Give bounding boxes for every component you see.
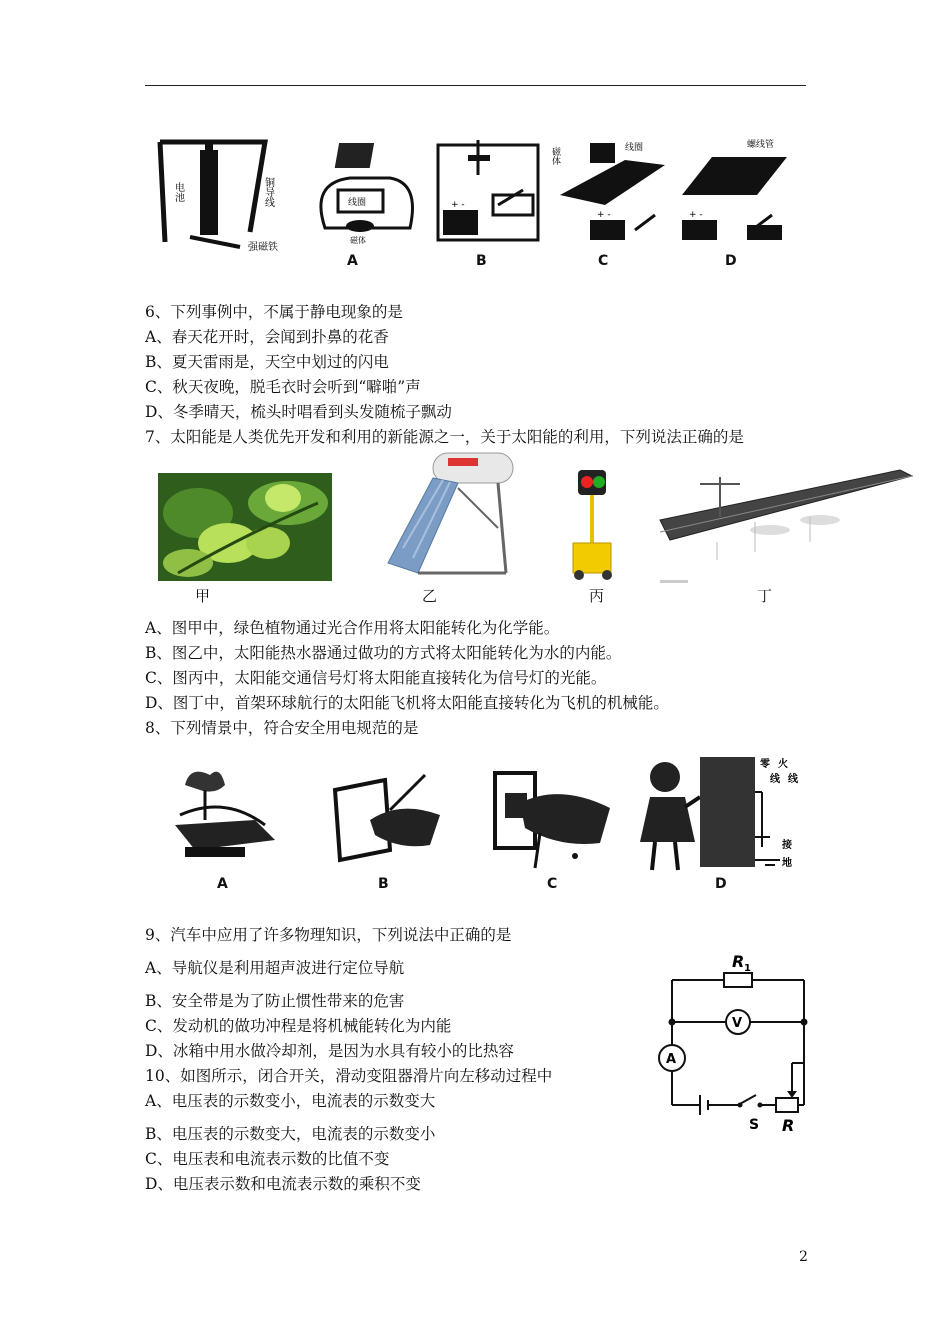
- fig5-caption-b: B: [476, 253, 487, 269]
- q8-stem: 8、下列情景中，符合安全用电规范的是: [145, 719, 419, 737]
- q6-stem: 6、下列事例中，不属于静电现象的是: [145, 303, 403, 321]
- solar-water-heater-photo: [378, 448, 518, 580]
- q6-option-a: A、春天花开时，会闻到扑鼻的花香: [145, 328, 389, 346]
- q7-caption-jia: 甲: [195, 587, 211, 605]
- fig5-main-apparatus: [150, 132, 290, 257]
- q7-option-c: C、图丙中，太阳能交通信号灯将太阳能直接转化为信号灯的光能。: [145, 669, 607, 687]
- q8-caption-d: D: [715, 876, 727, 892]
- solenoid-label: 螺线管: [747, 140, 775, 150]
- q9-option-a: A、导航仪是利用超声波进行定位导航: [145, 959, 405, 977]
- q8-caption-a: A: [217, 876, 228, 892]
- page-number: 2: [799, 1249, 808, 1265]
- fig5-option-a: [310, 138, 425, 248]
- fig5-caption-d: D: [725, 253, 737, 269]
- coil-label: 线圈: [348, 198, 367, 208]
- q6-option-d: D、冬季晴天，梳头时唱看到头发随梳子飘动: [145, 403, 452, 421]
- fig5-caption-c: C: [598, 253, 609, 269]
- q10-option-c: C、电压表和电流表示数的比值不变: [145, 1150, 390, 1168]
- q6-option-b: B、夏天雷雨是，天空中划过的闪电: [145, 353, 389, 371]
- leaves-photo: [158, 473, 332, 581]
- q7-stem: 7、太阳能是人类优先开发和利用的新能源之一，关于太阳能的利用，下列说法正确的是: [145, 428, 744, 446]
- r1-label: R: [732, 952, 745, 971]
- q10-stem: 10、如图所示，闭合开关，滑动变阻器滑片向左移动过程中: [145, 1067, 553, 1085]
- q9-option-b: B、安全带是为了防止惯性带来的危害: [145, 992, 405, 1010]
- header-rule: [145, 85, 806, 86]
- q9-option-d: D、冰箱中用水做冷却剂，是因为水具有较小的比热容: [145, 1042, 514, 1060]
- fig5-option-b: [433, 135, 543, 245]
- ammeter-label: A: [666, 1052, 677, 1067]
- r1-subscript: 1: [744, 963, 751, 974]
- line-label-2: 线: [788, 774, 798, 785]
- copper-wire-label: 铜导线: [262, 177, 274, 207]
- q8-image-b: [330, 770, 445, 865]
- rheostat-label: R: [782, 1116, 795, 1135]
- q7-caption-yi: 乙: [422, 587, 438, 605]
- line-label-1: 线: [770, 774, 780, 785]
- q8-image-c: [490, 768, 615, 868]
- fig5-caption-a: A: [347, 253, 358, 269]
- magnet-label-c: 磁体: [550, 147, 560, 165]
- svg-text:+ -: + -: [689, 210, 703, 220]
- ground-label-2: 地: [782, 858, 792, 869]
- q7-caption-bing: 丙: [589, 587, 605, 605]
- svg-text:+ -: + -: [451, 200, 465, 210]
- magnet-label: 强磁铁: [248, 242, 278, 253]
- q7-option-b: B、图乙中，太阳能热水器通过做功的方式将太阳能转化为水的内能。: [145, 644, 622, 662]
- circuit-diagram: [652, 945, 817, 1135]
- switch-label: S: [749, 1117, 760, 1133]
- fire-line-label: 火: [778, 759, 788, 770]
- q7-option-d: D、图丁中，首架环球航行的太阳能飞机将太阳能直接转化为飞机的机械能。: [145, 694, 669, 712]
- q9-stem: 9、汽车中应用了许多物理知识，下列说法中正确的是: [145, 926, 512, 944]
- coil-label-c: 线圈: [625, 143, 644, 153]
- q9-option-c: C、发动机的做功冲程是将机械能转化为内能: [145, 1017, 452, 1035]
- q10-option-a: A、电压表的示数变小，电流表的示数变大: [145, 1092, 436, 1110]
- q6-option-c: C、秋天夜晚，脱毛衣时会听到“噼啪”声: [145, 378, 421, 396]
- ground-label-1: 接: [782, 840, 792, 851]
- q8-image-d: [640, 752, 810, 877]
- q7-caption-ding: 丁: [757, 587, 773, 605]
- zero-line-label: 零: [760, 759, 770, 770]
- q10-option-b: B、电压表的示数变大，电流表的示数变小: [145, 1125, 436, 1143]
- voltmeter-label: V: [732, 1016, 743, 1031]
- q8-image-a: [165, 765, 280, 865]
- traffic-light-photo: [563, 465, 623, 583]
- q8-caption-c: C: [547, 876, 558, 892]
- q7-option-a: A、图甲中，绿色植物通过光合作用将太阳能转化为化学能。: [145, 619, 560, 637]
- q10-option-d: D、电压表示数和电流表示数的乘积不变: [145, 1175, 421, 1193]
- battery-label: 电池: [172, 182, 184, 202]
- svg-text:+ -: + -: [597, 210, 611, 220]
- q8-caption-b: B: [378, 876, 389, 892]
- solar-plane-photo: [660, 462, 912, 584]
- fig5-option-d: [677, 135, 792, 245]
- magnet-label-a: 磁体: [350, 236, 366, 245]
- fig5-option-c: [550, 135, 670, 245]
